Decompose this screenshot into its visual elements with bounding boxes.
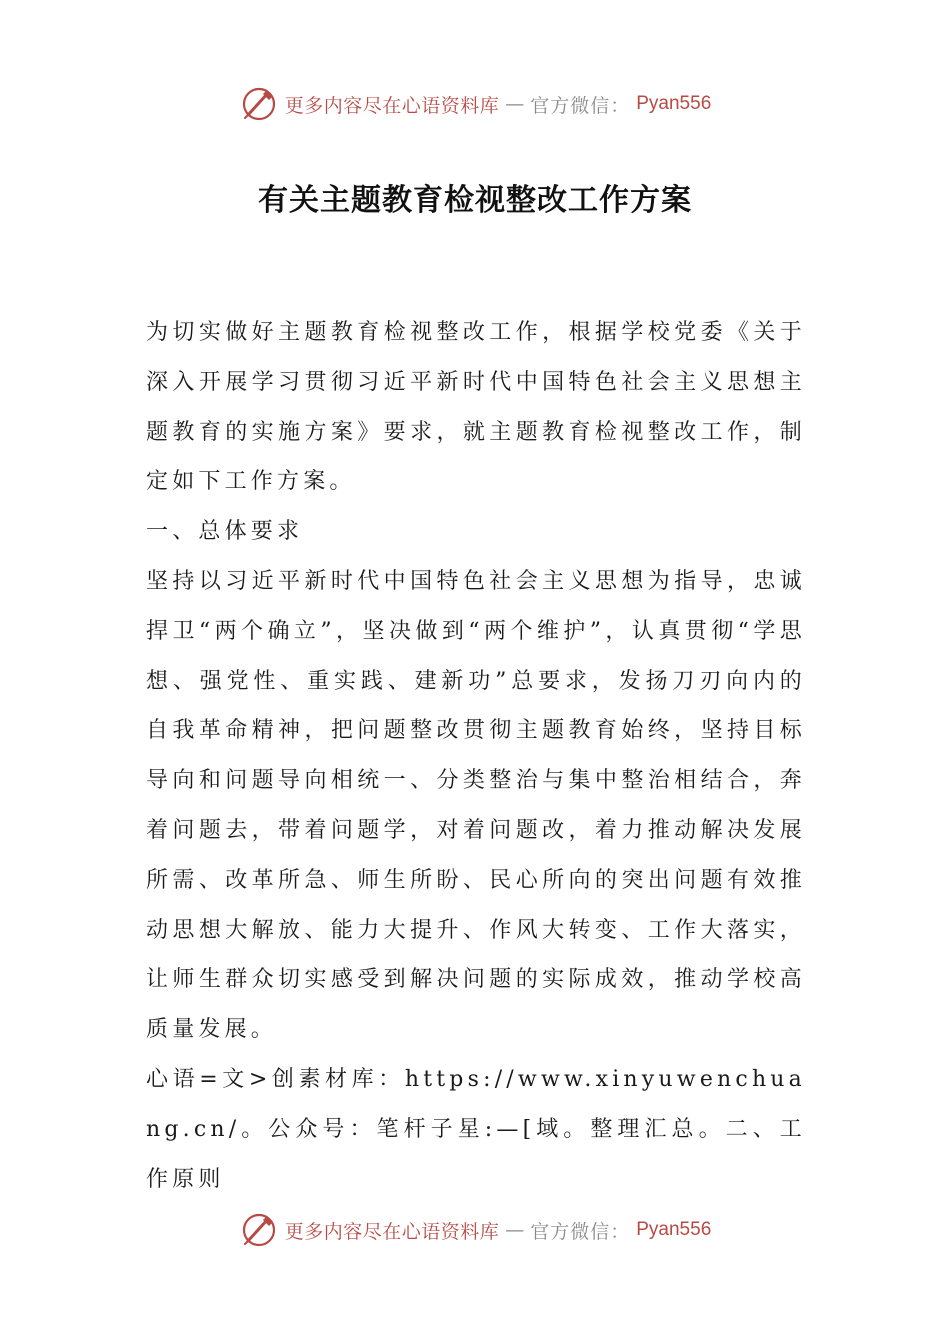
banner-separator: —: [505, 1219, 525, 1241]
section-heading-general-requirements: 一、总体要求: [146, 519, 304, 545]
banner-contact-id: Pyan556: [636, 1219, 712, 1240]
document-title: 有关主题教育检视整改工作方案: [258, 183, 692, 218]
banner-slogan: 更多内容尽在心语资料库: [284, 1220, 500, 1243]
banner-contact-label: 官方微信：: [530, 94, 631, 117]
pen-seal-icon: [239, 84, 279, 124]
banner-contact-id: Pyan556: [636, 93, 712, 114]
footer-watermark-banner: [0, 1208, 950, 1252]
banner-separator: —: [505, 93, 525, 115]
intro-paragraph: 为切实做好主题教育检视整改工作，根据学校党委《关于深入开展学习贯彻习近平新时代中国特色社会主义思想主题教育的实施方案》要求，就主题教育检视整改工作，制定如下工作方案。: [146, 320, 806, 495]
pen-seal-icon: [239, 1210, 279, 1250]
requirements-paragraph: 坚持以习近平新时代中国特色社会主义思想为指导，忠诚捍卫“两个确立”，坚决做到“两个维护”，认真贯彻“学思想、强党性、重实践、建新功”总要求，发扬刀刃向内的自我革命精神，把问题整改贯彻主题教育始终，坚持目标导向和问题导向相统一、分类整治与集中整治相结合，奔着问题去，带着问题学，对着问题改，着力推动解决发展所需、改革所急、师生所盼、民心所向的突出问题有效推动思想大解放、能力大提升、作风大转变、工作大落实，让师生群众切实感受到解决问题的实际成效，推动学校高质量发展。: [146, 568, 806, 1043]
document-body: [146, 308, 806, 1204]
header-watermark-banner: [0, 82, 950, 126]
banner-slogan: 更多内容尽在心语资料库: [284, 94, 500, 117]
banner-contact-label: 官方微信：: [530, 1220, 631, 1243]
source-note-paragraph: 心语=文>创素材库：https://www.xinyuwenchuang.cn/。公众号：笔杆子星:—[域。整理汇总。二、工作原则: [146, 1066, 806, 1192]
